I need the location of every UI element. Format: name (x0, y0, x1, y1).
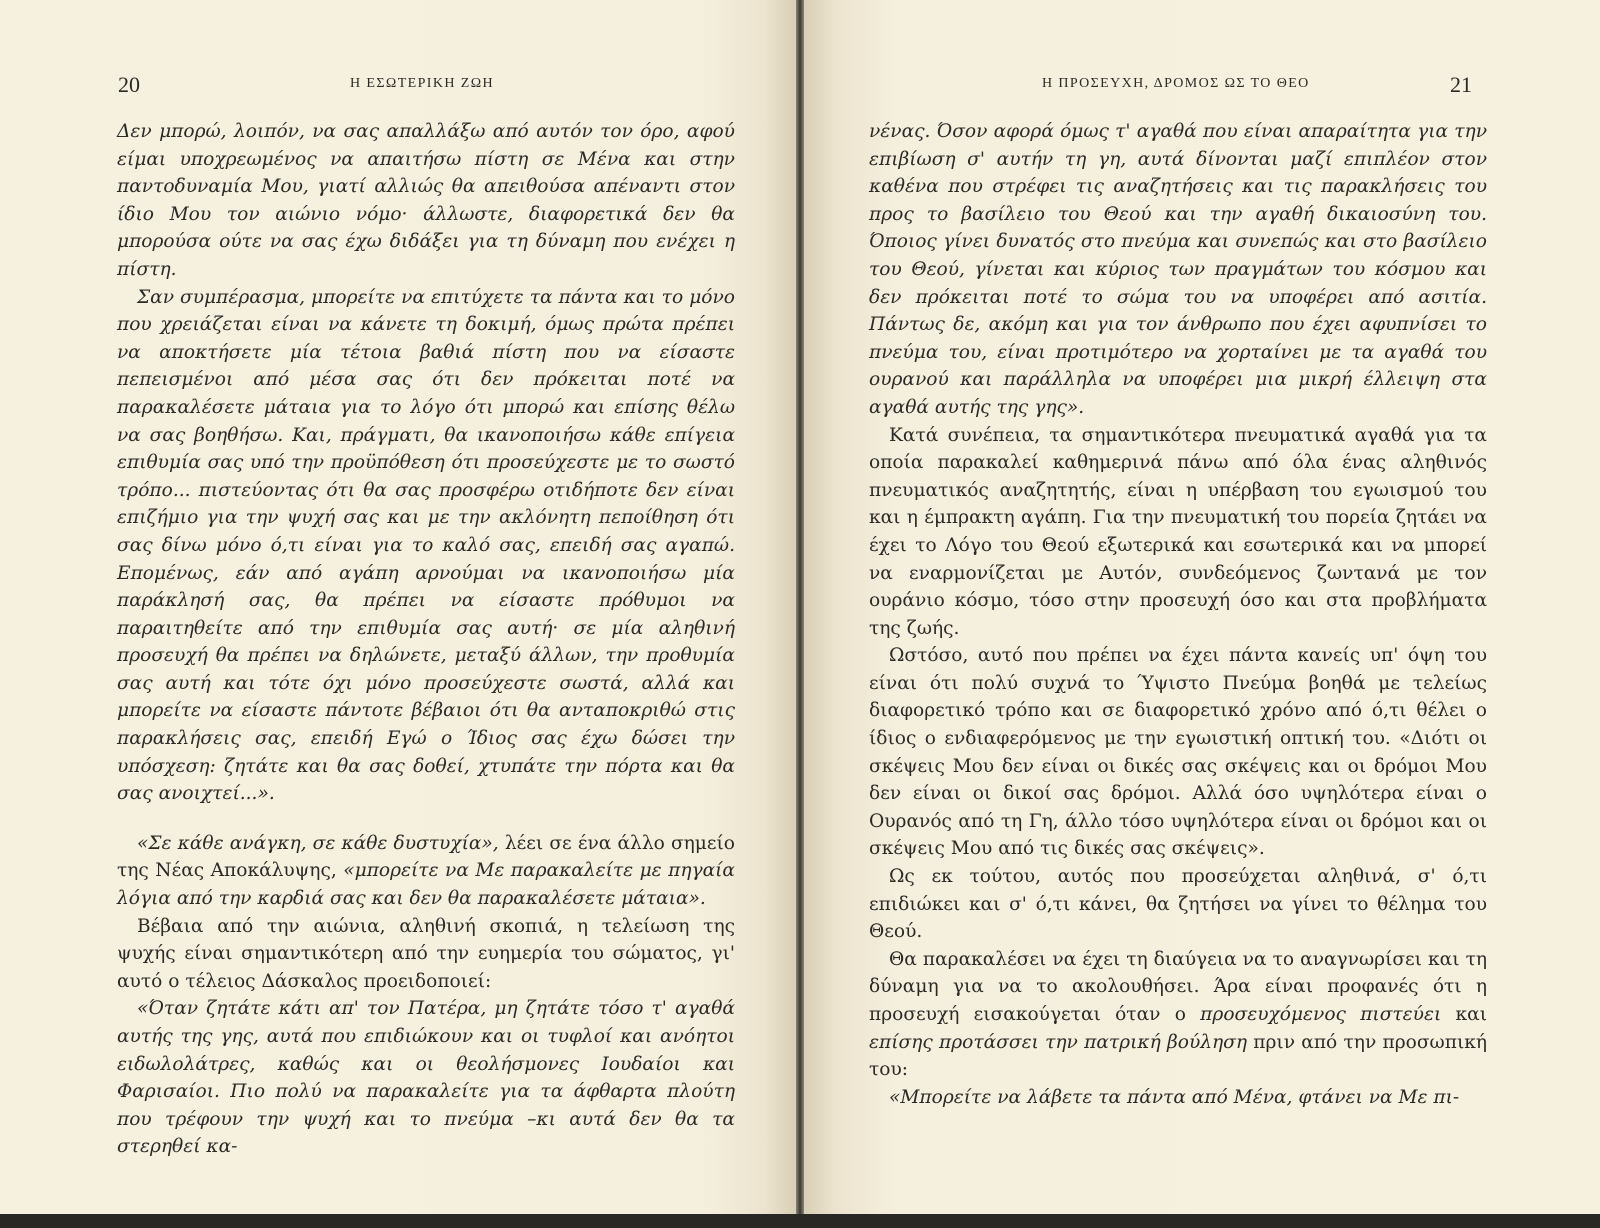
right-page-number: 21 (1450, 72, 1472, 97)
text-run: Ωστόσο, αυτό που πρέπει να έχει πάντα κανείς υπ' όψη του είναι ότι πολύ συχνά το Ύψιστο Πνεύμα βοηθά με τελείως διαφορετικό τρόπο και σε διαφορετικό χρόνο από ό,τι θέλει ο ίδιος ο ενδιαφερόμενος με την εγωιστική οπτική του. «Διότι οι σκέψεις Μου δεν είναι οι δικές σας σκέψεις και οι δρόμοι Μου δεν είναι οι δικοί σας δρόμοι. Αλλά όσο υψηλότερα είναι ο Ουρανός από τη Γη, άλλο τόσο υψηλότερα είναι οι δρόμοι και οι σκέψεις Μου από τις δικές σας σκέψεις». (869, 645, 1487, 860)
scan-edge (0, 1214, 1600, 1228)
left-page-number: 20 (118, 72, 140, 97)
text-run: «Σε κάθε ανάγκη, σε κάθε δυστυχία», (137, 832, 499, 854)
text-run: επίσης προτάσσει την πατρική βούληση (869, 1031, 1247, 1053)
text-run: πριν από την προσωπική του: (869, 1031, 1487, 1081)
text-run: Δεν μπορώ, λοιπόν, να σας απαλλάξω από αυτόν τον όρο, αφού είμαι υποχρεωμένος να απαιτήσω πίστη σε Μένα και στην παντοδυναμία Μου, γιατί αλλιώς θα απειθούσα απέναντι στον ίδιο Μου τον αιώνιο νόμο· άλλωστε, διαφορετικά δεν θα μπορούσα ούτε να σας έχω διδάξει για τη δύναμη που ενέχει η πίστη. (117, 121, 735, 280)
paragraph (869, 863, 1487, 946)
text-run: Θα παρακαλέσει να έχει τη διαύγεια να το αναγνωρίσει και τη δύναμη για να το ακολουθήσει. Άρα είναι προφανές ότι η προσευχή εισακούγεται όταν ο (869, 948, 1487, 1025)
text-run: «μπορείτε να Με παρακαλείτε με πηγαία λόγια από την καρδιά σας και δεν θα παρακαλέσετε μάταια». (117, 860, 735, 910)
text-run: Βέβαια από την αιώνια, αληθινή σκοπιά, η τελείωση της ψυχής είναι σημαντικότερη από την ευημερία του σώματος, γι' αυτό ο τέλειος Δάσκαλος προειδοποιεί: (117, 915, 735, 992)
left-page-body (117, 118, 735, 1161)
left-page (0, 0, 796, 1228)
paragraph (117, 913, 735, 996)
paragraph (869, 946, 1487, 1084)
text-run: και (1441, 1004, 1487, 1025)
right-running-head: Η ΠΡΟΣΕΥΧΗ, ΔΡΟΜΟΣ ΩΣ ΤΟ ΘΕΟ (1042, 76, 1310, 91)
text-run: νένας. Όσον αφορά όμως τ' αγαθά που είναι απαραίτητα για την επιβίωση σ' αυτήν τη γη, αυτά δίνονται μαζί επιπλέον στον καθένα που στρέφει τις αναζητήσεις και τις παρακλήσεις του προς το βασίλειο του Θεού και την αγαθή δικαιοσύνη του. Όποιος γίνει δυνατός στο πνεύμα και συνεπώς και στο βασίλειο του Θεού, γίνεται και κύριος των πραγμάτων του κόσμου και δεν πρόκειται ποτέ το σώμα του να υποφέρει από ασιτία. Πάντως δε, ακόμη και για τον άνθρωπο που έχει αφυπνίσει το πνεύμα του, είναι προτιμότερο να χορταίνει με τα αγαθά του ουρανού και παράλληλα να υποφέρει μια μικρή έλλειψη στα αγαθά αυτής της γης». (869, 121, 1487, 418)
text-run: «Μπορείτε να λάβετε τα πάντα από Μένα, φτάνει να Με πι- (889, 1086, 1460, 1108)
left-running-head: Η ΕΣΩΤΕΡΙΚΗ ΖΩΗ (350, 76, 495, 91)
book-gutter (796, 0, 804, 1228)
paragraph (869, 422, 1487, 643)
text-run: «Όταν ζητάτε κάτι απ' τον Πατέρα, μη ζητάτε τόσο τ' αγαθά αυτής της γης, αυτά που επιδιώκουν και οι τυφλοί και ανόητοι ειδωλολάτρες, καθώς και οι θεολήσμονες Ιουδαίοι και Φαρισαίοι. Πιο πολύ να παρακαλείτε για τα άφθαρτα πλούτη που τρέφουν την ψυχή και το πνεύμα –κι αυτά δεν θα τα στερηθεί κα- (117, 998, 735, 1158)
text-run: Κατά συνέπεια, τα σημαντικότερα πνευματικά αγαθά για τα οποία παρακαλεί καθημερινά πάνω από όλα ένας αληθινός πνευματικός αναζητητής, είναι η υπέρβαση του εγωισμού του και η έμπρακτη αγάπη. Για την πνευματική του πορεία ζητάει να έχει το Λόγο του Θεού εξωτερικά και εσωτερικά και να μπορεί να εναρμονίζεται με Αυτόν, συνδεόμενος ζωντανά με τον ουράνιο κόσμο, τόσο στην προσευχή όσο και στα προβλήματα της ζωής. (869, 424, 1487, 639)
text-run: Σαν συμπέρασμα, μπορείτε να επιτύχετε τα πάντα και το μόνο που χρειάζεται είναι να κάνετε τη δοκιμή, όμως πρώτα πρέπει να αποκτήσετε μία τέτοια βαθιά πίστη που να είσαστε πεπεισμένοι από μέσα σας ότι δεν πρόκειται ποτέ να παρακαλέσετε μάταια για το λόγο ότι μπορώ και επίσης θέλω να σας βοηθήσω. Και, πράγματι, θα ικανοποιήσω κάθε επίγεια επιθυμία σας υπό την προϋπόθεση ότι προσεύχεστε με το σωστό τρόπο... πιστεύοντας ότι θα σας προσφέρω οτιδήποτε δεν είναι επιζήμιο για την ψυχή σας και με την ακλόνητη πεποίθηση ότι σας δίνω μόνο ό,τι είναι για το καλό σας, επειδή σας αγαπώ. Επομένως, εάν από αγάπη αρνούμαι να ικανοποιήσω μία παράκλησή σας, θα πρέπει να είσαστε πρόθυμοι να παραιτηθείτε από την επιθυμία σας αυτή· σε μία αληθινή προσευχή θα πρέπει να δηλώνετε, μεταξύ άλλων, την προθυμία σας αυτή και τότε όχι μόνο προσεύχεστε σωστά, αλλά και μπορείτε να είσαστε πάντοτε βέβαιοι ότι θα ανταποκριθώ στις παρακλήσεις σας, επειδή Εγώ ο Ίδιος σας έχω δώσει την υπόσχεση: ζητάτε και θα σας δοθεί, χτυπάτε την πόρτα και θα σας ανοιχτεί...». (117, 286, 735, 805)
paragraph (117, 830, 735, 913)
paragraph (117, 284, 735, 808)
right-page-body (869, 118, 1487, 1111)
paragraph (117, 118, 735, 284)
paragraph (869, 118, 1487, 422)
paragraph (869, 1084, 1487, 1112)
text-run: προσευχόμενος πιστεύει (1200, 1004, 1442, 1025)
paragraph (869, 642, 1487, 863)
text-run: Ως εκ τούτου, αυτός που προσεύχεται αληθινά, σ' ό,τι επιδιώκει και σ' ό,τι κάνει, θα ζητήσει να γίνει το θέλημα του Θεού. (869, 866, 1487, 943)
right-page (804, 0, 1600, 1228)
text-run: λέει σε ένα άλλο σημείο της Νέας Αποκάλυψης, (117, 832, 735, 882)
paragraph (117, 995, 735, 1161)
